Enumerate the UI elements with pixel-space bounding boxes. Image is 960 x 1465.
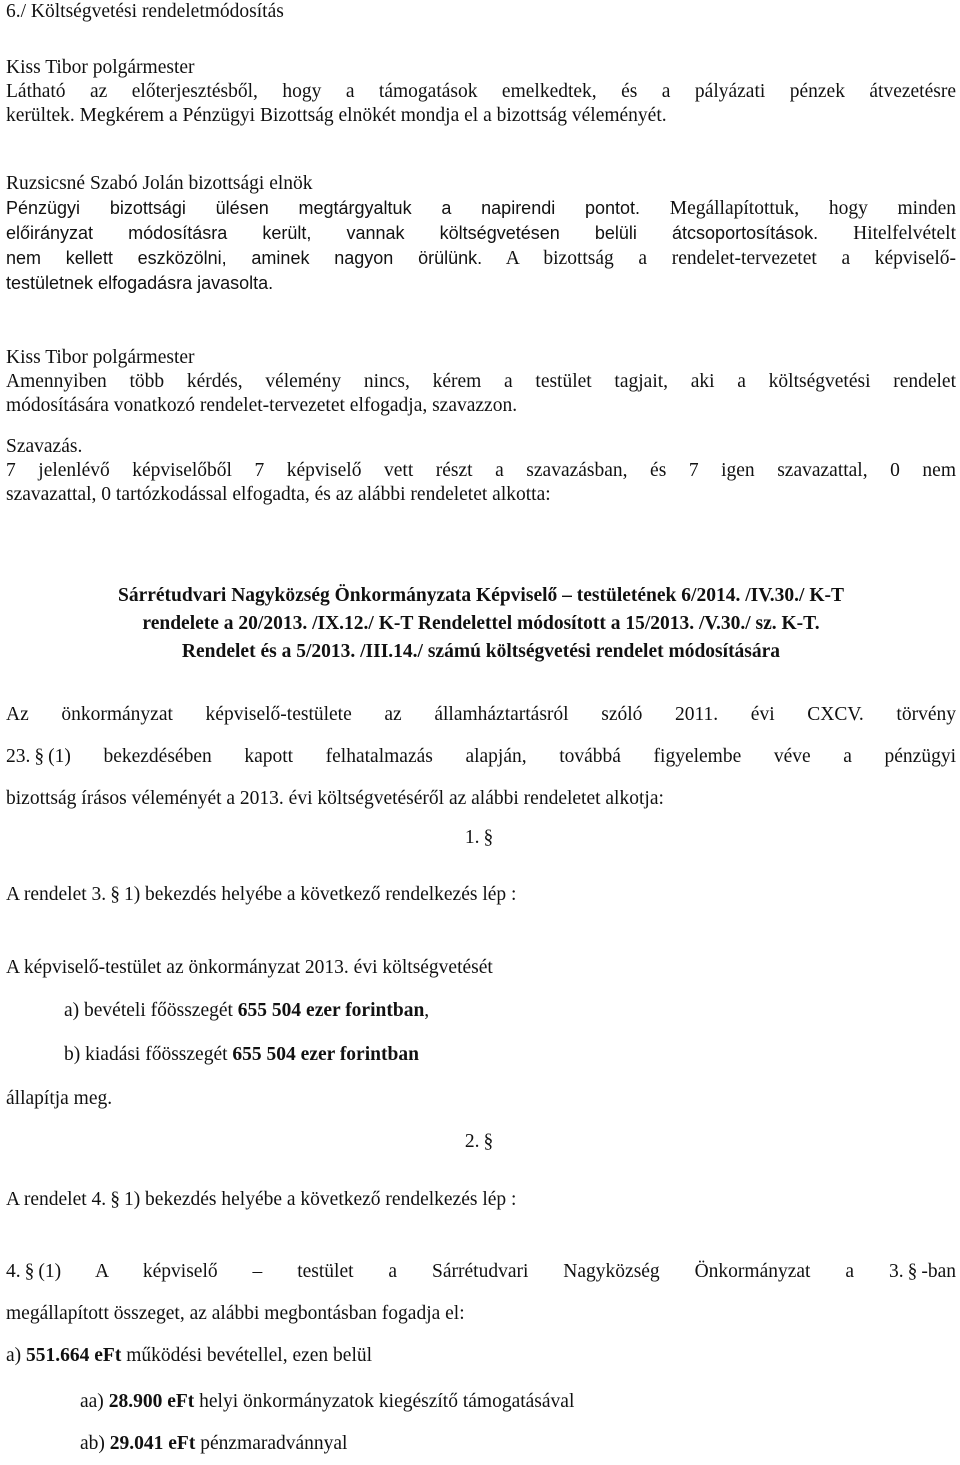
section-2-subitems — [80, 1381, 960, 1465]
text-line: kerültek. Megkérem a Pénzügyi Bizottság elnökét mondja el a bizottság véleményét. — [6, 105, 667, 126]
text-line: a) 551.664 eFt működési bevétellel, ezen belül — [6, 1345, 373, 1366]
paragraph-sign-icon: § — [110, 884, 120, 905]
section-1-item-a: a) bevételi főösszegét 655 504 ezer forintban, — [64, 1000, 430, 1021]
speaker-name: Kiss Tibor polgármester — [6, 347, 195, 368]
text-line: 4. § (1) A képviselő – testület a Sárrétudvari Nagyközség Önkormányzat a 3. § -ban — [6, 1251, 956, 1293]
section-1-closing: állapítja meg. — [6, 1088, 113, 1109]
section-1-sentence: A képviselő-testület az önkormányzat 2013. évi költségvetését — [6, 957, 493, 978]
section-1-intro: A rendelet 3. § 1) bekezdés helyébe a következő rendelkezés lép : — [6, 884, 517, 905]
paragraph-sign-icon: § — [24, 1261, 35, 1282]
text-line: nem kellett eszközölni, aminek nagyon örülünk. A bizottság a rendelet-tervezetet a képviselő- — [6, 248, 956, 269]
text-line: testületnek elfogadásra javasolta. — [6, 273, 274, 293]
speaker-block-mayor — [6, 56, 956, 128]
paragraph-sign-icon: § — [34, 746, 45, 767]
paragraph-sign-icon: § — [483, 827, 494, 848]
vote-label: Szavazás. — [6, 436, 83, 457]
speaker-name: Ruzsicsné Szabó Jolán bizottsági elnök — [6, 173, 313, 194]
text-line: Látható az előterjesztésből, hogy a támogatások emelkedtek, és a pályázati pénzek átvezetésre — [6, 81, 956, 102]
paragraph-sign-icon: § — [483, 1131, 494, 1152]
vote-block — [6, 435, 956, 507]
text-line: megállapított összeget, az alábbi megbontásban fogadja el: — [6, 1303, 465, 1324]
text-line: előirányzat módosításra került, vannak költségvetésen belüli átcsoportosítások. Hitelfelvételt — [6, 223, 957, 244]
speaker-block-committee-chair — [6, 172, 956, 295]
speaker-block-mayor-2 — [6, 346, 956, 418]
text-line: 7 jelenlévő képviselőből 7 képviselő vett részt a szavazásban, és 7 igen szavazattal, 0 nem — [6, 460, 956, 481]
section-1-item-b: b) kiadási főösszegét 655 504 ezer forintban — [64, 1044, 419, 1065]
section-heading: 6./ Költségvetési rendeletmódosítás — [6, 1, 284, 22]
text-line: szavazattal, 0 tartózkodással elfogadta, és az alábbi rendeletet alkotta: — [6, 484, 551, 505]
text-line: Az önkormányzat képviselő-testülete az államháztartásról szóló 2011. évi CXCV. törvény — [6, 704, 956, 725]
text-line: aa) 28.900 eFt helyi önkormányzatok kiegészítő támogatásával — [80, 1391, 575, 1412]
section-1-number: 1. § — [464, 827, 494, 848]
preamble — [6, 694, 956, 820]
text-line: 23. § (1) bekezdésében kapott felhatalmazás alapján, továbbá figyelembe véve a pénzügyi — [6, 736, 956, 778]
paragraph-sign-icon: § — [110, 1189, 120, 1210]
speaker-name: Kiss Tibor polgármester — [6, 57, 195, 78]
text-line: bizottság írásos véleményét a 2013. évi költségvetéséről az alábbi rendeletet alkotja: — [6, 788, 664, 809]
text-line: ab) 29.041 eFt pénzmaradvánnyal — [80, 1433, 348, 1454]
section-2-body — [6, 1251, 956, 1377]
text-line: módosítására vonatkozó rendelet-tervezetet elfogadja, szavazzon. — [6, 395, 518, 416]
text-line: Amennyiben több kérdés, vélemény nincs, kérem a testület tagjait, aki a költségvetési rendelet — [6, 371, 956, 392]
section-2-number: 2. § — [464, 1131, 494, 1152]
text-line: Pénzügyi bizottsági ülésen megtárgyaltuk a napirendi pontot. Megállapítottuk, hogy minden — [6, 198, 956, 219]
decree-title: Sárrétudvari Nagyközség Önkormányzata Képviselő – testületének 6/2014. /IV.30./ K-T rendelete a 20/2013. /IX.12./ K-T Rendelettel módosított a 15/2013. /V.30./ sz. K-T. Rendelet és a 5/2013. /III.14./ számú költségvetési rendelet módosítására — [118, 585, 844, 662]
section-2-intro: A rendelet 4. § 1) bekezdés helyébe a következő rendelkezés lép : — [6, 1189, 517, 1210]
paragraph-sign-icon: § — [907, 1261, 918, 1282]
